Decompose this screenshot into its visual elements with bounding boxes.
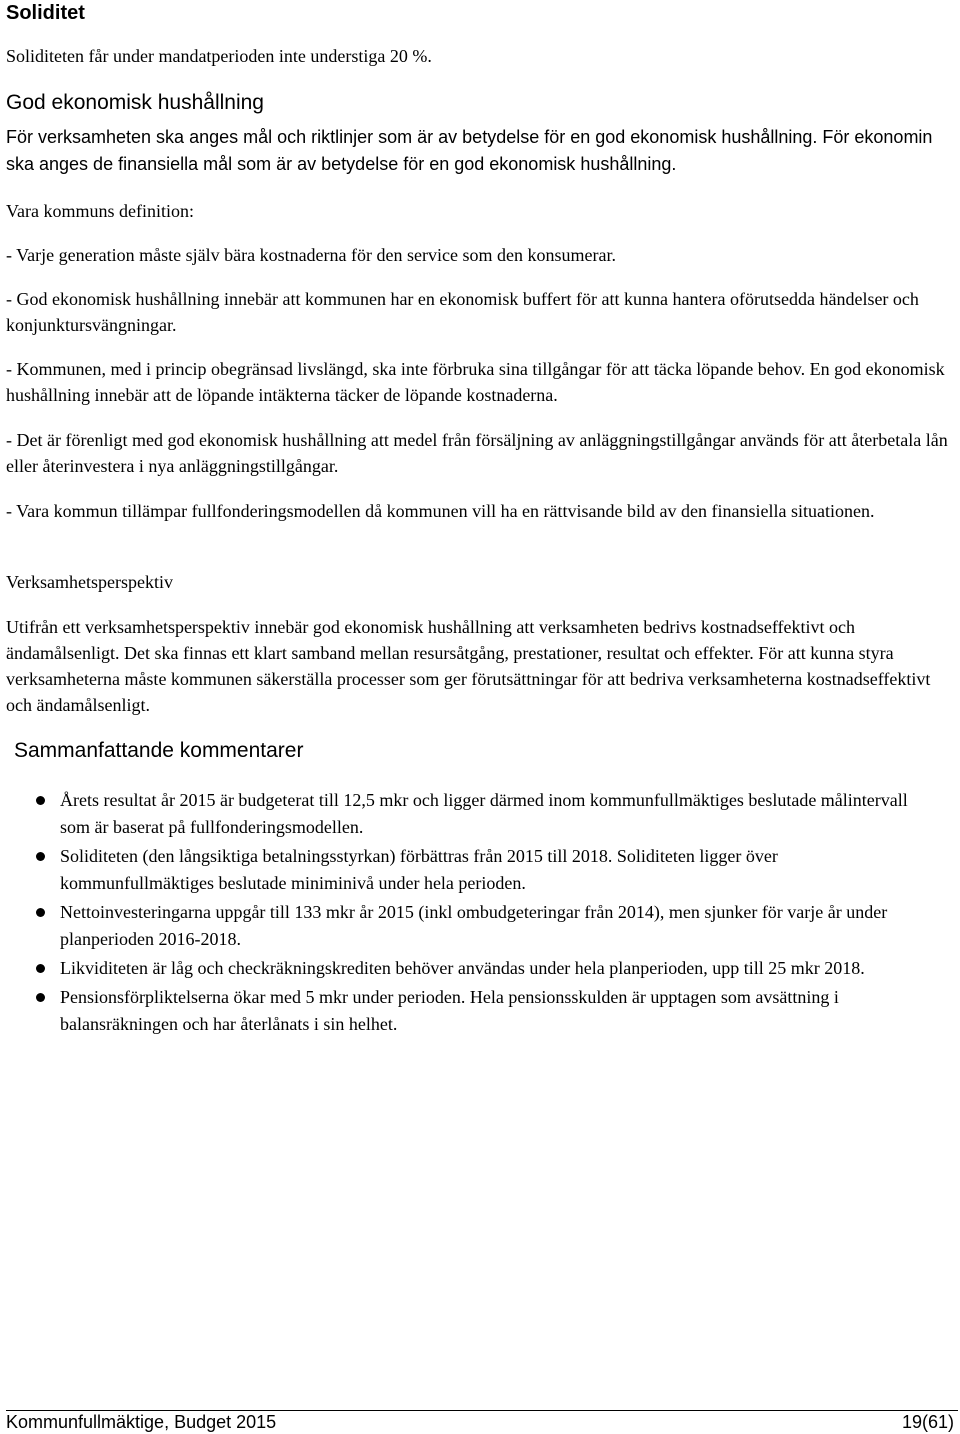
footer-document-title: Kommunfullmäktige, Budget 2015 <box>6 1412 277 1432</box>
summary-item-text: Årets resultat år 2015 är budgeterat till 12,5 mkr och ligger därmed inom kommunfullmäktiges beslutade målintervall som är baserat på fullfonderingsmodellen. <box>60 790 908 837</box>
footer-page-number: 19(61) <box>901 1412 954 1432</box>
definition-point-5: - Vara kommun tillämpar fullfonderingsmodellen då kommunen vill ha en rättvisande bild av den finansiella situationen. <box>6 501 875 521</box>
summary-item-text: Nettoinvesteringarna uppgår till 133 mkr år 2015 (inkl ombudgeteringar från 2014), men sjunker för varje år under planperioden 2016-2018. <box>60 902 888 949</box>
definition-point-1: - Varje generation måste själv bära kostnaderna för den service som den konsumerar. <box>6 245 616 265</box>
definition-point-3: - Kommunen, med i princip obegränsad livslängd, ska inte förbruka sina tillgångar för att täcka löpande behov. En god ekonomisk hushållning innebär att de löpande intäkterna täcker de löpande kostnaderna. <box>6 359 945 405</box>
perspective-text: Utifrån ett verksamhetsperspektiv innebär god ekonomisk hushållning att verksamheten bedrivs kostnadseffektivt och ändamålsenligt. Det ska finnas ett klart samband mellan resursåtgång, prestationer, resultat och effekter. För att kunna styra verksamheterna måste kommunen säkerställa processer som ger förutsättningar för att bedriva verksamheterna kostnadseffektivt och ändamålsenligt. <box>6 617 931 715</box>
definition-label: Vara kommuns definition: <box>6 201 194 221</box>
list-item <box>0 787 960 841</box>
bullet-icon <box>36 964 45 973</box>
list-item <box>0 899 960 953</box>
bullet-icon <box>36 796 45 805</box>
bullet-icon <box>36 993 45 1002</box>
section-heading-sammanfattande-kommentarer: Sammanfattande kommentarer <box>14 739 304 762</box>
section-heading-soliditet: Soliditet <box>6 2 85 24</box>
bullet-icon <box>36 852 45 861</box>
definition-point-4: - Det är förenligt med god ekonomisk hushållning att medel från försäljning av anläggningstillgångar används för att återbetala lån eller återinvestera i nya anläggningstillgångar. <box>6 430 948 476</box>
soliditet-text: Soliditeten får under mandatperioden inte understiga 20 %. <box>6 46 432 66</box>
summary-list <box>0 787 960 1040</box>
perspective-label: Verksamhetsperspektiv <box>6 572 173 592</box>
list-item <box>0 843 960 897</box>
bullet-icon <box>36 908 45 917</box>
definition-point-2: - God ekonomisk hushållning innebär att kommunen har en ekonomisk buffert för att kunna hantera oförutsedda händelser och konjunktursvängningar. <box>6 289 919 335</box>
summary-item-text: Soliditeten (den långsiktiga betalningsstyrkan) förbättras från 2015 till 2018. Soliditeten ligger över kommunfullmäktiges beslutade miniminivå under hela perioden. <box>60 846 778 893</box>
section-heading-god-ekonomisk-hushallning: God ekonomisk hushållning <box>6 91 264 114</box>
list-item <box>0 984 960 1038</box>
list-item <box>0 955 960 982</box>
summary-item-text: Likviditeten är låg och checkräkningskrediten behöver användas under hela planperioden, upp till 25 mkr 2018. <box>60 958 865 978</box>
summary-item-text: Pensionsförpliktelserna ökar med 5 mkr under perioden. Hela pensionsskulden är upptagen som avsättning i balansräkningen och har återlånats i sin helhet. <box>60 987 839 1034</box>
god-hushallning-intro: För verksamheten ska anges mål och riktlinjer som är av betydelse för en god ekonomisk hushållning. För ekonomin ska anges de finansiella mål som är av betydelse för en god ekonomisk hushållning. <box>6 127 933 174</box>
